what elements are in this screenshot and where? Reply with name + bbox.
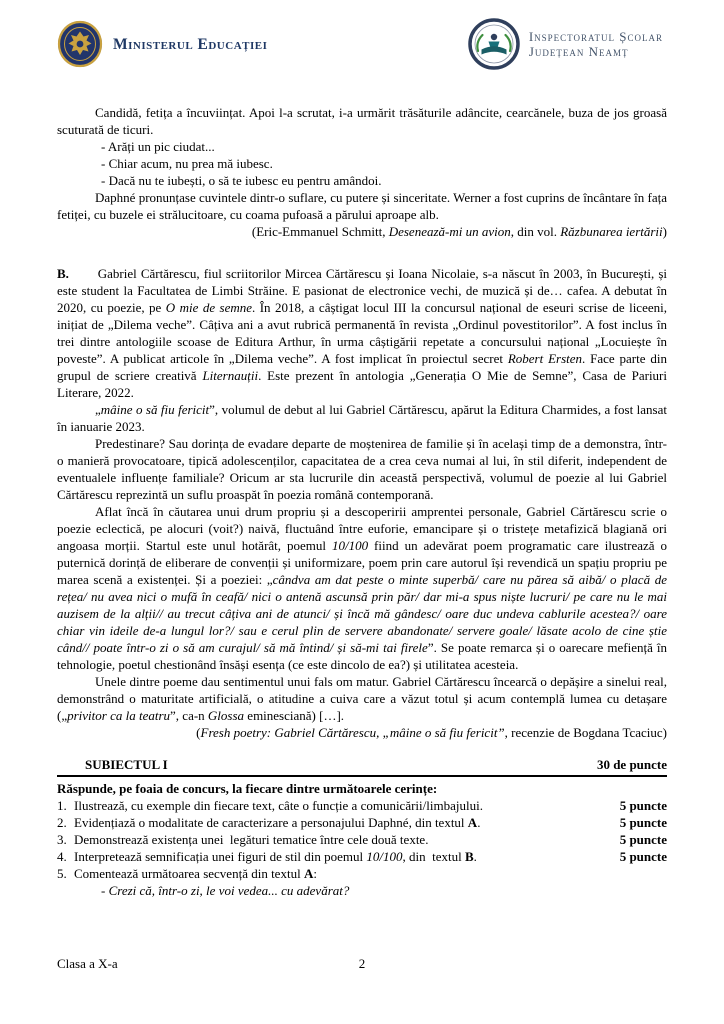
text-b-attribution: (Fresh poetry: Gabriel Cărtărescu, „mâine o să fiu fericit”, recenzie de Bogdana Tcaciuc) xyxy=(196,725,667,740)
inspectorate-branding xyxy=(468,18,663,70)
item-number: 2. xyxy=(57,815,67,830)
item-number: 4. xyxy=(57,849,67,864)
item-number: 3. xyxy=(57,832,67,847)
text-a-dialogue-2: - Chiar acum, nu prea mă iubesc. xyxy=(101,156,273,171)
text-a-paragraph-2: Daphné pronunțase cuvintele dintr-o suflare, cu putere și sinceritate. Werner a fost cuprins de încântare în fața fetiței, cu buzele ei strălucitoare, cu coama pufoasă a părului aproape alb. xyxy=(57,190,667,222)
item-text: Evidențiază o modalitate de caracterizare a personajului Daphné, din textul A. xyxy=(74,815,481,830)
text-a-dialogue-3: - Dacă nu te iubești, o să te iubesc eu pentru amândoi. xyxy=(101,173,382,188)
item-points: 5 puncte xyxy=(619,815,667,830)
inspectorate-name-line2: Județean Neamț xyxy=(528,44,629,59)
subject-title: SUBIECTUL I xyxy=(85,757,168,772)
ministry-name: Ministerul Educației xyxy=(113,35,268,53)
romania-coat-of-arms-icon xyxy=(57,20,103,68)
item-number: 1. xyxy=(57,798,67,813)
item-text: Comentează următoarea secvență din textul A: xyxy=(74,866,317,881)
requirement-item-1 xyxy=(57,797,667,814)
text-b-paragraph-4: Aflat încă în căutarea unui drum propriu și a descoperirii amprentei personale, Gabriel Cărtărescu scrie o poezie eclectică, pe alocuri (voit?) naivă, fluctuând între euforie, emancipare și o tristețe metafizică blagiană ori angoasa morții. Startul este unul hotărât, poemul 10/100 fiind un adevărat poem programatic care ilustrează o puternică dorință de eliberare de convenții și uniformizare, poem prin care autorul își revendică un spațiu propriu pe marea scenă a existenței. Și a poeziei: „cândva am dat peste o minte superbă/ care nu părea să aibă/ o placă de rețea/ nu avea nici o mufă în ceafă/ nici o antenă ascunsă prin păr/ dar mi-a spus niște lucruri/ pe care nu le mai auzisem de la alții// au trecut câțiva ani de atunci/ și încă mă gândesc/ oare duc undeva cablurile acestea?/ oare chiar vin ideile de-a lungul lor?/ sau e cerul plin de servere abandonate/ servere goale/ lăsate acolo de cine știe când// poate într-o zi o să am curajul/ să mă întind/ și să-mi tai firele”. Se poate remarca și o oarecare mefiență în tehnologie, poetul chestionând însăși esența (ce este dincolo de ea?) și utilitatea acesteia. xyxy=(57,504,668,672)
item-points: 5 puncte xyxy=(619,832,667,847)
footer-page-number: 2 xyxy=(358,956,366,971)
ministry-branding xyxy=(57,20,267,68)
text-b-section xyxy=(57,265,667,741)
item-text: Demonstrează existența unei legături tematice între cele două texte. xyxy=(74,832,429,847)
requirement-item-3 xyxy=(57,831,667,848)
text-b-paragraph-1: B. Gabriel Cărtărescu, fiul scriitorilor Mircea Cărtărescu și Ioana Nicolaie, s-a născut în 2003, în București, și este student la Facultatea de Limbi Străine. E pasionat de electronice vechi, de muzică și de… cafea. A debutat în 2020, cu poezie, pe O mie de semne. În 2018, a câștigat locul III la concursul național de eseuri scrise de liceeni, inițiat de „Dilema veche”. Câțiva ani a avut rubrică permanentă în revista „Ordinul povestitorilor”. A fost inclus în trei dintre antologiile scoase de Editura Arthur, în urma câștigării repetate a concursului național „Locuiește în poveste”. A publicat articole în „Dilema veche”. A fost implicat în proiectul secret Robert Ersten. Face parte din grupul de scriere creativă Liternauții. Este prezent în antologia „Generația O Mie de Semne”, Casa de Pariuri Literare, 2022. xyxy=(57,266,667,400)
subiectul-1-section xyxy=(57,756,667,899)
text-a-attribution: (Eric-Emmanuel Schmitt, Desenează-mi un avion, din vol. Răzbunarea iertării) xyxy=(251,224,667,239)
requirement-item-2 xyxy=(57,814,667,831)
item-text: Interpretează semnificația unei figuri de stil din poemul 10/100, din textul B. xyxy=(74,849,477,864)
text-b-paragraph-2: „mâine o să fiu fericit”, volumul de debut al lui Gabriel Cărtărescu, apărut la Editura Charmides, a fost lansat în ianuarie 2023. xyxy=(57,402,667,434)
document-body xyxy=(57,104,667,899)
item-number: 5. xyxy=(57,866,67,881)
subject-instruction: Răspunde, pe foaia de concurs, la fiecare dintre următoarele cerințe: xyxy=(57,781,438,796)
divider-rule xyxy=(57,775,667,777)
requirement-item-5 xyxy=(57,865,667,882)
text-b-paragraph-3: Predestinare? Sau dorința de evadare departe de moștenirea de familie și în același timp de a demonstra, într-o manieră provocatoare, tipică adolescenților, capacitatea de a crea ceva numai al lui, în stil diferit, independent de eventualele influențe familiale? Oricum ar sta lucrurile din această perspectivă, volumul de poezie al lui Gabriel Cărtărescu reprezintă un suflu proaspăt în poezia română contemporană. xyxy=(57,436,667,502)
page-header xyxy=(57,16,667,72)
text-a-paragraph-1: Candidă, fetița a încuviințat. Apoi l-a scrutat, i-a urmărit trăsăturile adâncite, cearcănele, buza de jos groasă scuturată de ticuri. xyxy=(57,105,667,137)
text-a-dialogue-1: - Arăți un pic ciudat... xyxy=(101,139,215,154)
item-5-quote: - Crezi că, într-o zi, le voi vedea... cu adevărat? xyxy=(101,883,350,898)
inspectorate-emblem-icon xyxy=(468,18,520,70)
text-b-paragraph-5: Unele dintre poeme dau sentimentul unui fals om matur. Gabriel Cărtărescu încearcă o depășire a sinelui real, demonstrând o maturitate artificială, o atitudine a cuiva care a văzut totul și acum contemplă lumea cu detașare („privitor ca la teatru”, ca-n Glossa eminesciană) […]. xyxy=(57,674,667,723)
item-points: 5 puncte xyxy=(619,798,667,813)
text-a-section xyxy=(57,104,667,240)
item-text: Ilustrează, cu exemple din fiecare text, câte o funcție a comunicării/limbajului. xyxy=(74,798,483,813)
footer-class-label: Clasa a X-a xyxy=(57,956,118,971)
inspectorate-name xyxy=(529,29,663,59)
page-footer xyxy=(57,955,667,972)
requirement-item-4 xyxy=(57,848,667,865)
subject-total-points: 30 de puncte xyxy=(596,757,667,772)
inspectorate-name-line1: Inspectoratul Școlar xyxy=(528,29,663,44)
item-points: 5 puncte xyxy=(619,849,667,864)
subject-header-row xyxy=(57,756,667,773)
